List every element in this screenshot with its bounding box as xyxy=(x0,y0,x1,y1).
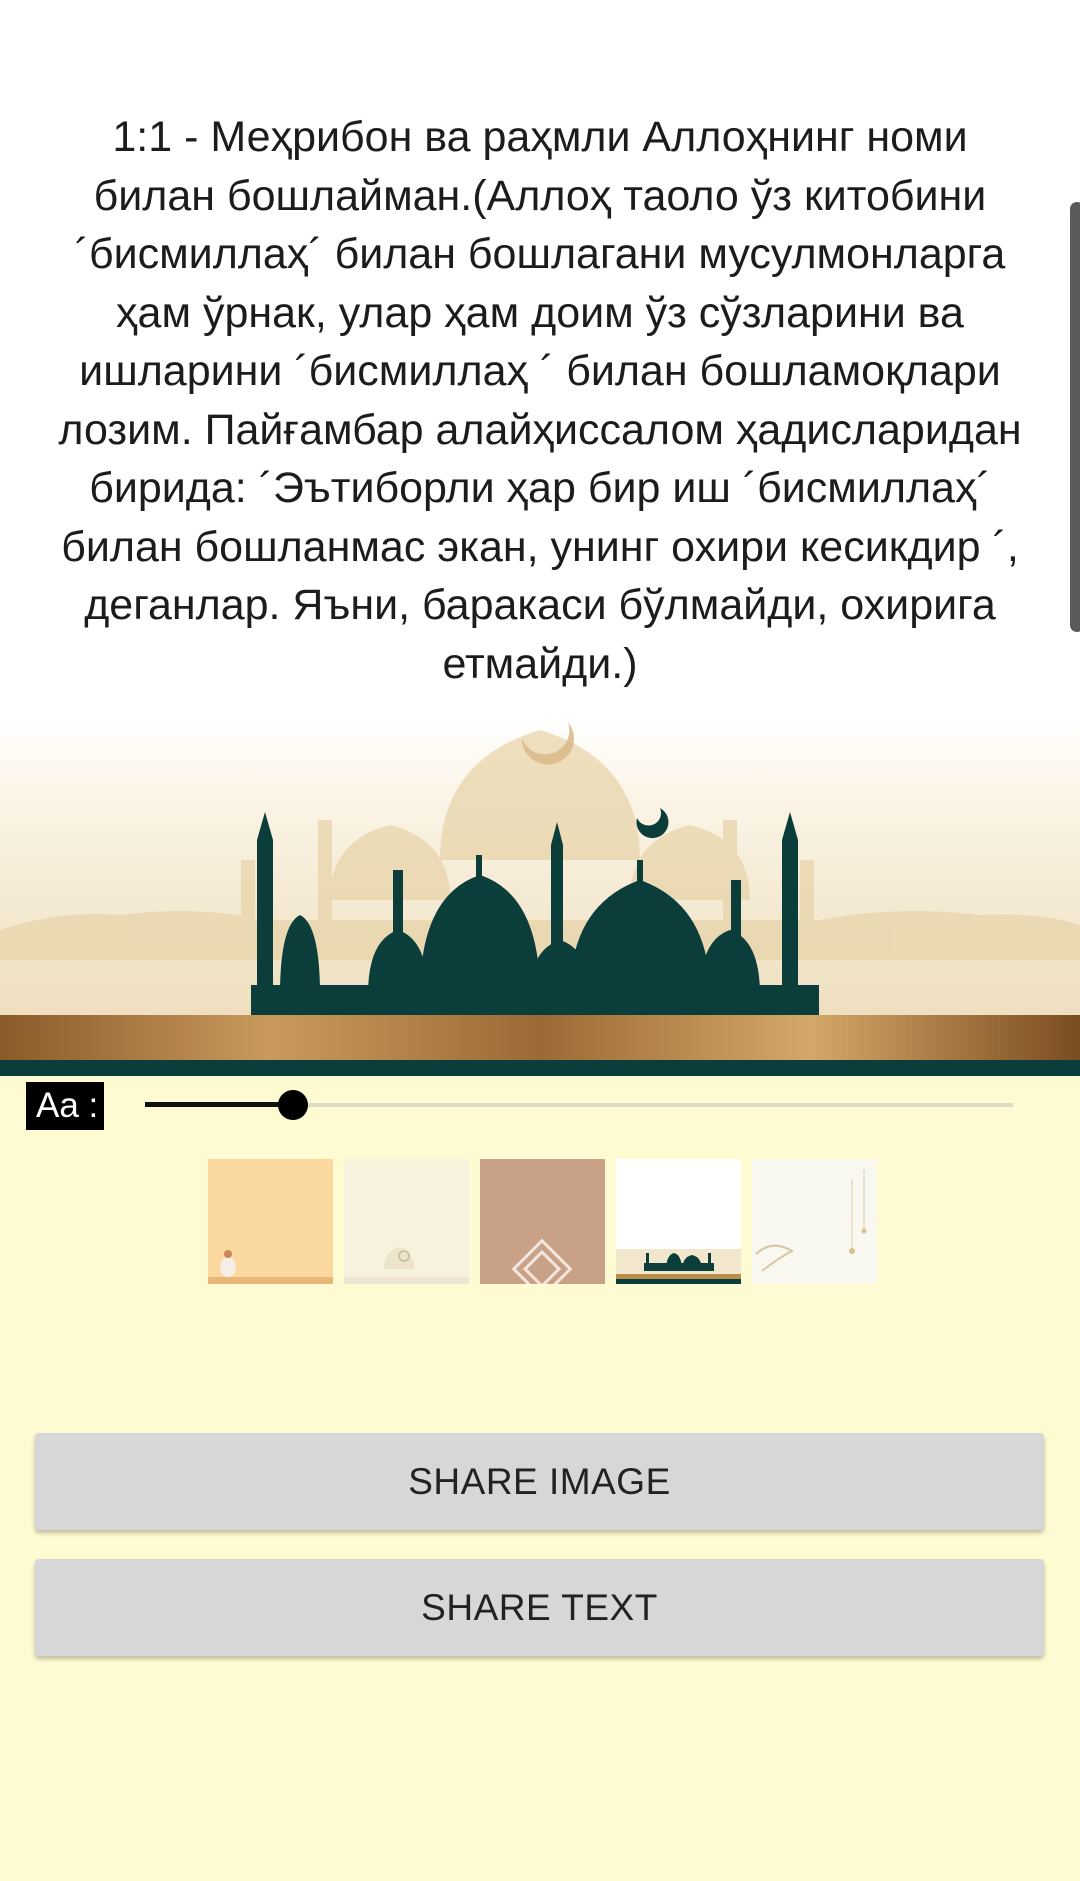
background-thumbnail-cream[interactable] xyxy=(344,1159,469,1284)
slider-thumb[interactable] xyxy=(278,1090,308,1120)
rose-ornament-icon xyxy=(480,1159,605,1284)
share-text-button[interactable]: SHARE TEXT xyxy=(35,1559,1044,1656)
background-thumbnail-mosque[interactable] xyxy=(616,1159,741,1284)
peach-reading-figure-icon xyxy=(208,1159,333,1284)
lantern-arch-icon xyxy=(344,1159,469,1284)
font-size-slider[interactable] xyxy=(145,1090,1013,1120)
share-image-button[interactable]: SHARE IMAGE xyxy=(35,1433,1044,1530)
background-thumbnail-peach[interactable] xyxy=(208,1159,333,1284)
font-size-label: Aa : xyxy=(26,1082,104,1130)
slider-fill xyxy=(145,1102,293,1107)
gold-calligraphy-icon xyxy=(752,1159,877,1284)
mosque-skyline-icon xyxy=(616,1159,741,1284)
scrollbar-thumb[interactable] xyxy=(1070,202,1080,632)
background-thumbnail-calligraphy[interactable] xyxy=(752,1159,877,1284)
verse-text: 1:1 - Меҳрибон ва раҳмли Аллоҳнинг номи билан бошлайман.(Аллоҳ таоло ўз китобини ´бисмиллаҳ´ билан бошлагани мусулмонларга ҳам ўрнак, улар ҳам доим ўз сўзларини ва ишларини ´бисмиллаҳ ´ билан бошламоқлари лозим. Пайғамбар алайҳиссалом ҳадисларидан бирида: ´Эътиборли ҳар бир иш ´бисмиллаҳ´ билан бошланмас экан, унинг охири кесикдир ´, деганлар. Яъни, баракаси бўлмайди, охирига етмайди.) xyxy=(58,113,1022,688)
background-thumbnail-rose[interactable] xyxy=(480,1159,605,1284)
